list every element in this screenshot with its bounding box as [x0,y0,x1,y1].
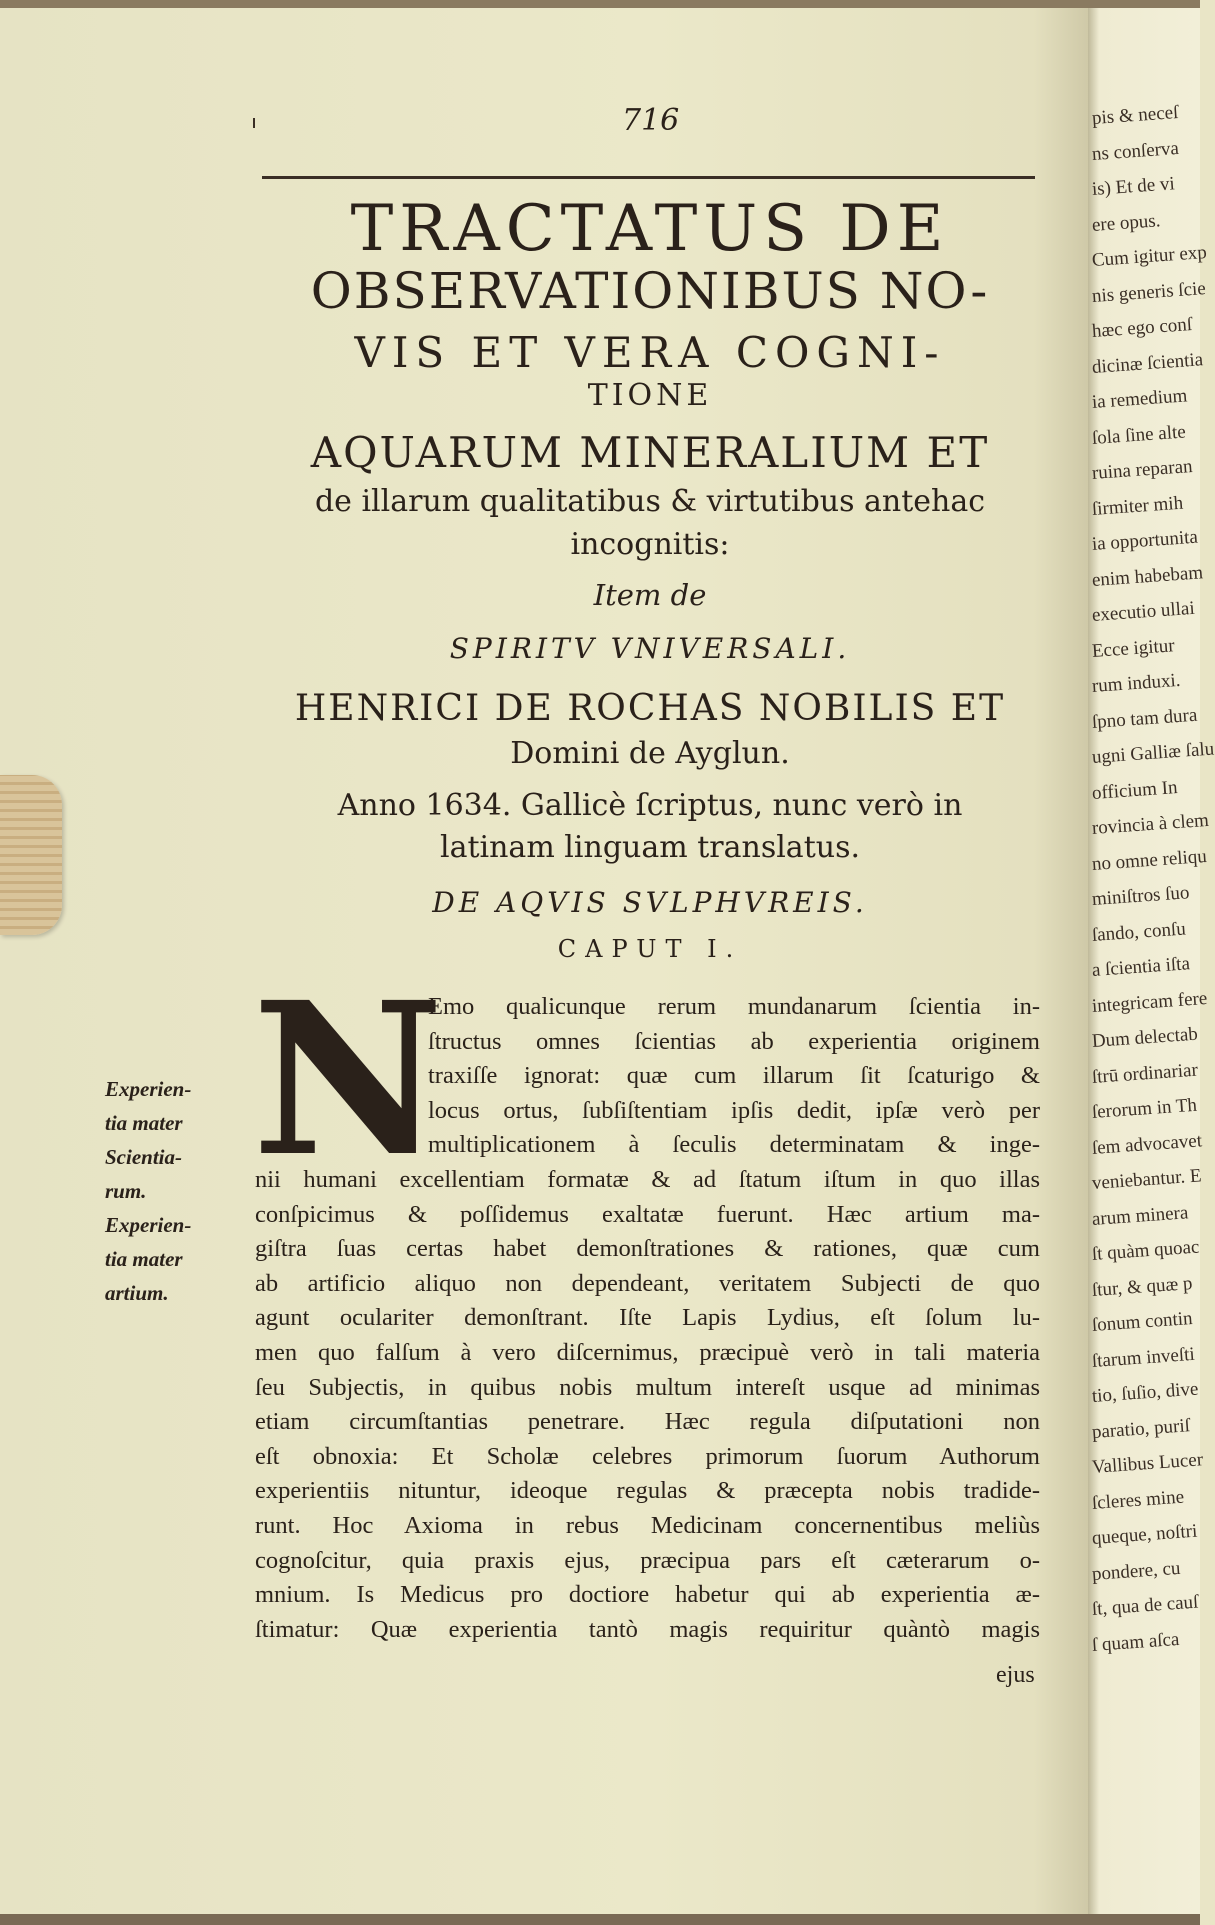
book-edge-top [0,0,1200,8]
facing-page-line: ugni Galliæ ſalu [1091,738,1215,768]
facing-page-line: is) Et de vi [1091,173,1176,200]
facing-page-line: dicinæ ſcientia [1091,348,1204,378]
margin-note-line: Scientia- [105,1145,182,1169]
body-line: eſt obnoxia: Et Scholæ celebres primorum ſuorum Authorum [255,1442,1040,1470]
body-line: men quo falſum à vero diſcernimus, præcipuè verò in tali materia [255,1339,1040,1366]
facing-page-line: rovincia à clem [1091,809,1210,839]
print-mark [253,118,255,128]
body-line: mnium. Is Medicus pro doctiore habetur qui ab experientia æ- [255,1581,1040,1609]
facing-page-line: miniſtros ſuo [1091,882,1191,910]
facing-page-line: ſcleres mine [1091,1486,1185,1514]
margin-note [105,1072,191,1310]
margin-note-line: tia mater [105,1247,183,1271]
facing-page-line: hæc ego conſ [1091,314,1193,342]
body-line: traxiſſe ignorat: quæ cum illarum ſit ſcaturigo & [428,1062,1040,1090]
subtitle-line: incognitis: [570,527,730,562]
facing-page-line: ſpno tam dura [1091,704,1198,733]
title-line: VIS ET VERA COGNI- [354,328,946,377]
facing-page-line: enim habebam [1091,561,1204,591]
body-line: ab artificio aliquo non dependeant, veritatem Subjecti de quo [255,1269,1040,1297]
facing-page-line: ere opus. [1091,209,1162,236]
facing-page-line: ſt, qua de cauſ [1091,1591,1200,1620]
facing-page-line: a ſcientia iſta [1091,953,1191,981]
chapter-heading: CAPUT I. [557,935,743,963]
body-line: Emo qualicunque rerum mundanarum ſcientia in- [428,993,1040,1020]
body-line: giſtra ſuas certas habet demonſtrationes & rationes, quæ cum [255,1235,1040,1263]
facing-page-line: ſem advocavet [1091,1129,1203,1159]
body-line: agunt oculariter demonſtrant. Iſte Lapis Lydius, eſt ſolum lu- [255,1304,1040,1332]
facing-page-line: integricam fere [1091,987,1208,1017]
facing-page-line: ſtarum inveſti [1091,1343,1196,1372]
facing-page-line: veniebantur. E [1091,1165,1203,1194]
author-line: HENRICI DE ROCHAS NOBILIS ET [294,688,1006,729]
facing-page-line: pis & neceſ [1091,101,1180,129]
facing-page-line: arum minera [1091,1201,1190,1230]
page-number: 716 [622,103,680,138]
body-line: ſtructus omnes ſcientias ab experientia originem [428,1027,1040,1055]
title-line: OBSERVATIONIBUS NO- [310,262,990,320]
title-line: TIONE [587,378,713,413]
facing-page-line: rum induxi. [1091,669,1182,697]
facing-page-line: ruina reparan [1091,455,1194,484]
title-line: TRACTATUS DE [350,192,950,266]
facing-page-line: pondere, cu [1091,1557,1182,1585]
facing-page-line: ſonum contin [1091,1307,1194,1336]
facing-page-line: no omne reliqu [1091,845,1208,875]
facing-page-line: queque, noſtri [1091,1520,1198,1549]
body-line: multiplicationem à ſeculis determinatam & inge- [428,1131,1040,1159]
facing-page-line: ſirmiter mih [1091,492,1184,520]
facing-page-line: ia opportunita [1091,526,1199,555]
margin-note-line: Experien- [105,1213,192,1237]
body-line: ſtimatur: Quæ experientia tantò magis requiritur quàntò magis [255,1615,1040,1643]
facing-page-line: ſerorum in Th [1091,1094,1198,1123]
margin-note-line: Experien- [105,1077,192,1101]
facing-page-line: tio, ſuſio, dive [1091,1378,1200,1407]
margin-note-line: rum. [105,1179,147,1203]
facing-page-line: ſola ſine alte [1091,420,1187,449]
body-line: conſpicimus & poſſidemus exaltatæ fuerunt. Hæc artium ma- [255,1200,1040,1228]
body-line: experientiis nituntur, ideoque regulas & præcepta nobis tradide- [255,1477,1040,1505]
facing-page-line: ſando, conſu [1091,917,1187,946]
facing-page-line: nis generis ſcie [1091,277,1207,307]
subtitle-line: AQUARUM MINERALIUM ET [310,428,990,477]
body-line: nii humani excellentiam formatæ & ad ſtatum iſtum in quo illas [255,1166,1040,1193]
facing-page-line: Dum delectab [1091,1023,1199,1052]
facing-page-line: Vallibus Lucer [1091,1449,1204,1478]
body-line: runt. Hoc Axioma in rebus Medicinam concernentibus meliùs [255,1512,1040,1539]
facing-page-line: ſt quàm quoac [1091,1236,1201,1265]
header-rule [262,176,1035,179]
facing-page-line: paratio, puriſ [1091,1414,1191,1443]
page-clip [0,775,62,935]
facing-page-line: ia remedium [1091,385,1188,413]
book-edge-bottom [0,1914,1200,1925]
body-line: ſeu Subjectis, in quibus nobis multum intereſt usque ad minimas [255,1373,1040,1401]
facing-page-line: ſtrū ordinariar [1091,1059,1199,1088]
body-line: locus ortus, ſubſiſtentiam ipſis dedit, ipſæ verò per [428,1096,1040,1124]
facing-page-line: ns conſerva [1091,137,1180,165]
facing-page [1088,8,1215,1914]
facing-page-line: Ecce igitur [1091,634,1176,662]
body-line: cognoſcitur, quia praxis ejus, præcipua pars eſt cæterarum o- [255,1546,1040,1574]
margin-note-line: tia mater [105,1111,183,1135]
date-line: latinam linguam translatus. [439,830,860,865]
facing-page-line: ſtur, & quæ p [1091,1272,1194,1301]
facing-page-line: Cum igitur exp [1091,242,1208,271]
section-heading: DE AQVIS SVLPHVREIS. [432,886,868,919]
author-line: Domini de Ayglun. [510,736,790,771]
subtitle-line: SPIRITV VNIVERSALI. [449,632,851,665]
drop-cap: N [252,956,444,1203]
margin-note-line: artium. [105,1281,169,1305]
catchword: ejus [996,1662,1035,1688]
date-line: Anno 1634. Gallicè ſcriptus, nunc verò in [337,788,963,823]
body-line: etiam circumſtantias penetrare. Hæc regula diſputationi non [255,1408,1040,1436]
subtitle-line: Item de [593,578,707,612]
facing-page-line: executio ullai [1091,597,1196,626]
facing-page-line: officium In [1091,776,1179,804]
subtitle-line: de illarum qualitatibus & virtutibus antehac [314,484,986,519]
facing-page-line: ſ quam aſca [1091,1628,1181,1656]
